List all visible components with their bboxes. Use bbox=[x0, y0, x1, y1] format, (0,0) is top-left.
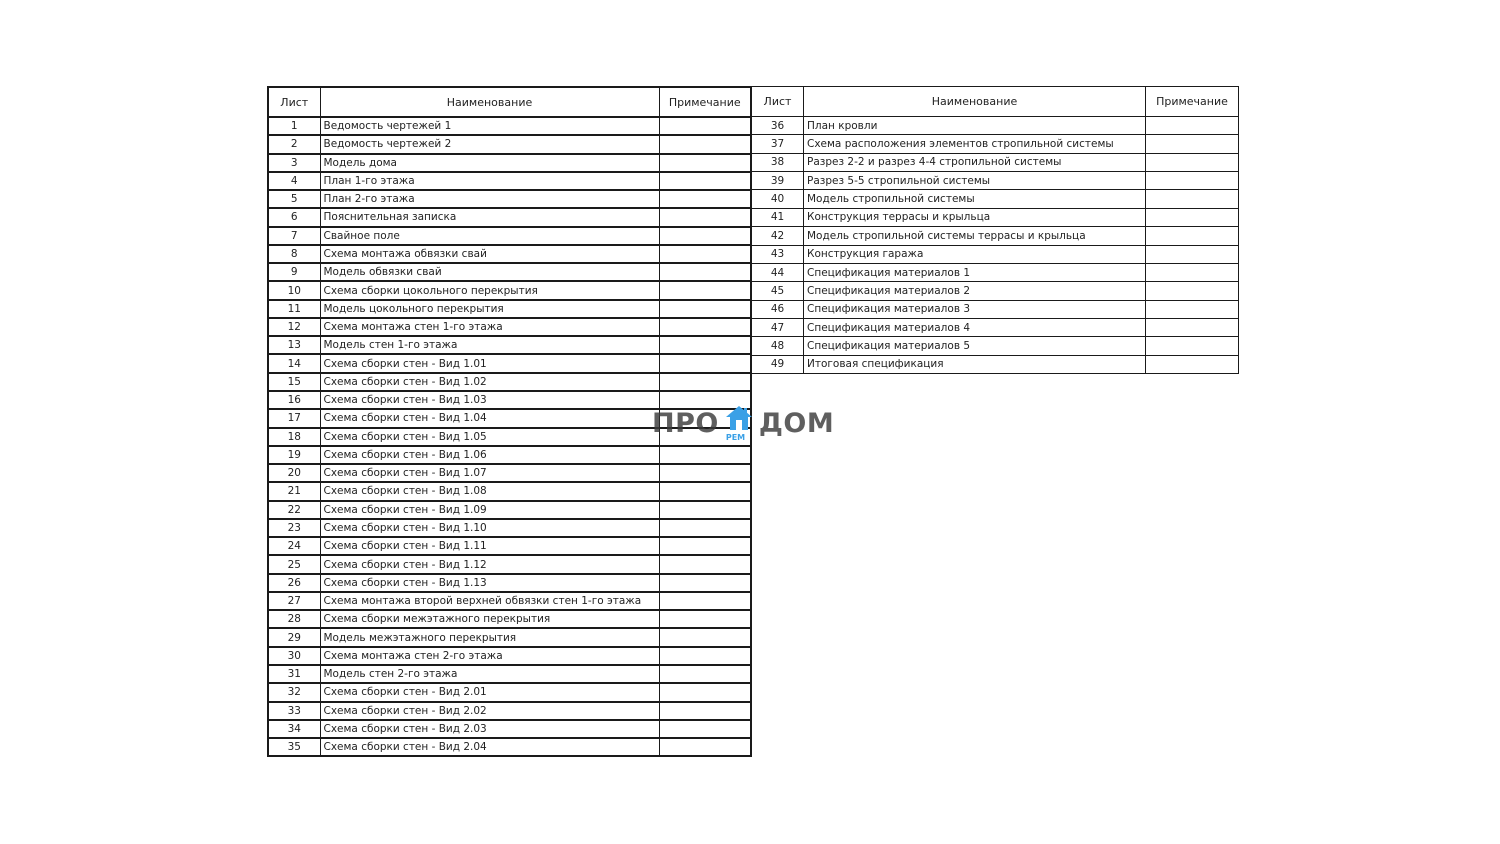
table-row bbox=[268, 555, 751, 573]
sheet-number: 7 bbox=[268, 227, 320, 245]
note-cell bbox=[659, 555, 751, 573]
note-cell bbox=[659, 318, 751, 336]
table-row bbox=[752, 337, 1239, 355]
table-row bbox=[268, 154, 751, 172]
note-cell bbox=[659, 537, 751, 555]
sheet-number: 38 bbox=[752, 153, 804, 171]
sheet-number: 40 bbox=[752, 190, 804, 208]
note-cell bbox=[659, 300, 751, 318]
sheet-number: 45 bbox=[752, 282, 804, 300]
drawing-name: Схема сборки стен - Вид 2.04 bbox=[320, 738, 659, 756]
note-cell bbox=[659, 647, 751, 665]
sheet-number: 14 bbox=[268, 354, 320, 372]
drawing-name: Схема монтажа стен 2-го этажа bbox=[320, 647, 659, 665]
table-row bbox=[268, 647, 751, 665]
drawing-name: Схема сборки стен - Вид 1.13 bbox=[320, 574, 659, 592]
sheet-number: 29 bbox=[268, 628, 320, 646]
note-cell bbox=[1146, 135, 1239, 153]
note-cell bbox=[1146, 153, 1239, 171]
drawing-name: Схема сборки стен - Вид 2.01 bbox=[320, 683, 659, 701]
drawing-name: Спецификация материалов 2 bbox=[804, 282, 1146, 300]
drawing-name: План 1-го этажа bbox=[320, 172, 659, 190]
note-cell bbox=[659, 482, 751, 500]
watermark-left-text: ПРО bbox=[652, 407, 719, 439]
note-cell bbox=[1146, 318, 1239, 336]
table-header-row bbox=[268, 87, 751, 117]
note-cell bbox=[1146, 245, 1239, 263]
table-body bbox=[752, 117, 1239, 374]
drawing-name: Модель стен 1-го этажа bbox=[320, 336, 659, 354]
sheet-number: 8 bbox=[268, 245, 320, 263]
sheet-number: 4 bbox=[268, 172, 320, 190]
note-cell bbox=[1146, 227, 1239, 245]
note-cell bbox=[1146, 190, 1239, 208]
sheet-number: 44 bbox=[752, 263, 804, 281]
sheet-number: 15 bbox=[268, 373, 320, 391]
table-row bbox=[752, 263, 1239, 281]
note-cell bbox=[1146, 282, 1239, 300]
table-header-row bbox=[752, 87, 1239, 117]
note-cell bbox=[659, 190, 751, 208]
note-cell bbox=[659, 227, 751, 245]
drawing-name: Свайное поле bbox=[320, 227, 659, 245]
sheet-number: 22 bbox=[268, 501, 320, 519]
sheet-number: 2 bbox=[268, 135, 320, 153]
table-row bbox=[268, 702, 751, 720]
table-row bbox=[268, 482, 751, 500]
drawing-name: Схема сборки стен - Вид 1.10 bbox=[320, 519, 659, 537]
note-cell bbox=[659, 172, 751, 190]
sheet-number: 9 bbox=[268, 263, 320, 281]
table-row bbox=[268, 227, 751, 245]
table-row bbox=[268, 592, 751, 610]
table-row bbox=[268, 665, 751, 683]
sheet-number: 46 bbox=[752, 300, 804, 318]
drawing-name: Схема сборки стен - Вид 2.02 bbox=[320, 702, 659, 720]
drawing-name: Модель стропильной системы bbox=[804, 190, 1146, 208]
drawing-name: Схема расположения элементов стропильной системы bbox=[804, 135, 1146, 153]
note-cell bbox=[659, 263, 751, 281]
header-note: Примечание bbox=[1146, 87, 1239, 117]
header-name: Наименование bbox=[804, 87, 1146, 117]
sheet-number: 28 bbox=[268, 610, 320, 628]
header-sheet: Лист bbox=[752, 87, 804, 117]
table-row bbox=[268, 537, 751, 555]
table-row bbox=[752, 190, 1239, 208]
sheet-number: 6 bbox=[268, 208, 320, 226]
note-cell bbox=[659, 135, 751, 153]
sheet-number: 17 bbox=[268, 409, 320, 427]
note-cell bbox=[659, 154, 751, 172]
drawing-name: Схема сборки стен - Вид 1.06 bbox=[320, 446, 659, 464]
note-cell bbox=[1146, 337, 1239, 355]
sheet-number: 37 bbox=[752, 135, 804, 153]
table-row bbox=[268, 574, 751, 592]
table-row bbox=[752, 135, 1239, 153]
sheet-number: 5 bbox=[268, 190, 320, 208]
note-cell bbox=[659, 519, 751, 537]
watermark-logo bbox=[652, 402, 852, 444]
sheet-number: 12 bbox=[268, 318, 320, 336]
note-cell bbox=[659, 117, 751, 135]
table-row bbox=[752, 318, 1239, 336]
table-row bbox=[268, 263, 751, 281]
table-row bbox=[268, 501, 751, 519]
table-row bbox=[268, 354, 751, 372]
sheet-number: 13 bbox=[268, 336, 320, 354]
note-cell bbox=[659, 208, 751, 226]
note-cell bbox=[659, 574, 751, 592]
drawing-name: Схема сборки стен - Вид 1.04 bbox=[320, 409, 659, 427]
drawing-name: Схема сборки стен - Вид 1.09 bbox=[320, 501, 659, 519]
note-cell bbox=[659, 501, 751, 519]
sheet-number: 47 bbox=[752, 318, 804, 336]
table-row bbox=[268, 318, 751, 336]
drawing-name: Спецификация материалов 1 bbox=[804, 263, 1146, 281]
drawing-name: Схема монтажа второй верхней обвязки стен 1-го этажа bbox=[320, 592, 659, 610]
note-cell bbox=[659, 446, 751, 464]
sheet-number: 34 bbox=[268, 720, 320, 738]
table-row bbox=[752, 117, 1239, 135]
drawing-name: Ведомость чертежей 2 bbox=[320, 135, 659, 153]
note-cell bbox=[659, 281, 751, 299]
drawing-name: Конструкция террасы и крыльца bbox=[804, 208, 1146, 226]
drawing-name: План 2-го этажа bbox=[320, 190, 659, 208]
sheet-number: 23 bbox=[268, 519, 320, 537]
drawing-name: Спецификация материалов 4 bbox=[804, 318, 1146, 336]
sheet-number: 26 bbox=[268, 574, 320, 592]
note-cell bbox=[659, 702, 751, 720]
drawing-name: Схема сборки стен - Вид 1.05 bbox=[320, 428, 659, 446]
note-cell bbox=[659, 683, 751, 701]
note-cell bbox=[1146, 172, 1239, 190]
note-cell bbox=[1146, 208, 1239, 226]
drawing-name: Конструкция гаража bbox=[804, 245, 1146, 263]
header-note: Примечание bbox=[659, 87, 751, 117]
note-cell bbox=[659, 720, 751, 738]
sheet-number: 49 bbox=[752, 355, 804, 373]
table-row bbox=[268, 628, 751, 646]
sheet-number: 24 bbox=[268, 537, 320, 555]
sheet-number: 48 bbox=[752, 337, 804, 355]
drawing-name: Схема монтажа стен 1-го этажа bbox=[320, 318, 659, 336]
table-row bbox=[268, 300, 751, 318]
table-row bbox=[752, 153, 1239, 171]
sheet-number: 19 bbox=[268, 446, 320, 464]
sheet-number: 27 bbox=[268, 592, 320, 610]
drawing-name: Схема сборки стен - Вид 1.07 bbox=[320, 464, 659, 482]
drawing-name: План кровли bbox=[804, 117, 1146, 135]
sheet-number: 41 bbox=[752, 208, 804, 226]
drawings-list-table-right bbox=[751, 86, 1239, 374]
note-cell bbox=[659, 592, 751, 610]
sheet-number: 25 bbox=[268, 555, 320, 573]
note-cell bbox=[659, 628, 751, 646]
note-cell bbox=[1146, 355, 1239, 373]
table-row bbox=[268, 720, 751, 738]
note-cell bbox=[659, 610, 751, 628]
sheet-number: 20 bbox=[268, 464, 320, 482]
header-sheet: Лист bbox=[268, 87, 320, 117]
table-row bbox=[268, 519, 751, 537]
drawing-name: Схема сборки цокольного перекрытия bbox=[320, 281, 659, 299]
sheet-number: 42 bbox=[752, 227, 804, 245]
drawing-name: Модель стропильной системы террасы и крыльца bbox=[804, 227, 1146, 245]
drawing-name: Схема сборки стен - Вид 1.12 bbox=[320, 555, 659, 573]
drawing-name: Модель стен 2-го этажа bbox=[320, 665, 659, 683]
drawing-name: Разрез 5-5 стропильной системы bbox=[804, 172, 1146, 190]
drawing-name: Схема сборки стен - Вид 1.11 bbox=[320, 537, 659, 555]
sheet-number: 11 bbox=[268, 300, 320, 318]
note-cell bbox=[1146, 117, 1239, 135]
table-row bbox=[268, 446, 751, 464]
drawing-name: Ведомость чертежей 1 bbox=[320, 117, 659, 135]
note-cell bbox=[659, 336, 751, 354]
table-row bbox=[268, 245, 751, 263]
sheet-number: 31 bbox=[268, 665, 320, 683]
watermark-sub-text: РЕМ bbox=[725, 433, 746, 442]
table-row bbox=[268, 172, 751, 190]
table-row bbox=[752, 282, 1239, 300]
sheet-number: 35 bbox=[268, 738, 320, 756]
sheet-number: 33 bbox=[268, 702, 320, 720]
sheet-number: 32 bbox=[268, 683, 320, 701]
drawing-name: Схема сборки межэтажного перекрытия bbox=[320, 610, 659, 628]
table-row bbox=[268, 610, 751, 628]
header-name: Наименование bbox=[320, 87, 659, 117]
table-row bbox=[268, 683, 751, 701]
table-row bbox=[752, 245, 1239, 263]
table-row bbox=[268, 464, 751, 482]
drawing-name: Схема сборки стен - Вид 1.01 bbox=[320, 354, 659, 372]
note-cell bbox=[1146, 300, 1239, 318]
sheet-number: 36 bbox=[752, 117, 804, 135]
note-cell bbox=[659, 373, 751, 391]
table-row bbox=[268, 135, 751, 153]
watermark-right-text: ДОМ bbox=[758, 407, 835, 439]
sheet-number: 1 bbox=[268, 117, 320, 135]
drawing-name: Модель дома bbox=[320, 154, 659, 172]
drawing-name: Схема монтажа обвязки свай bbox=[320, 245, 659, 263]
table-row bbox=[752, 208, 1239, 226]
drawing-name: Модель цокольного перекрытия bbox=[320, 300, 659, 318]
drawing-name: Пояснительная записка bbox=[320, 208, 659, 226]
drawing-name: Спецификация материалов 5 bbox=[804, 337, 1146, 355]
table-row bbox=[752, 172, 1239, 190]
sheet-number: 18 bbox=[268, 428, 320, 446]
table-row bbox=[268, 281, 751, 299]
table-row bbox=[268, 336, 751, 354]
drawing-name: Разрез 2-2 и разрез 4-4 стропильной системы bbox=[804, 153, 1146, 171]
drawing-name: Модель обвязки свай bbox=[320, 263, 659, 281]
table-row bbox=[268, 190, 751, 208]
sheet-number: 21 bbox=[268, 482, 320, 500]
drawing-name: Схема сборки стен - Вид 2.03 bbox=[320, 720, 659, 738]
table-row bbox=[268, 208, 751, 226]
table-row bbox=[268, 117, 751, 135]
sheet-number: 3 bbox=[268, 154, 320, 172]
table-row bbox=[752, 227, 1239, 245]
table-row bbox=[268, 738, 751, 756]
note-cell bbox=[659, 464, 751, 482]
note-cell bbox=[659, 738, 751, 756]
note-cell bbox=[659, 354, 751, 372]
note-cell bbox=[659, 245, 751, 263]
note-cell bbox=[659, 665, 751, 683]
sheet-number: 16 bbox=[268, 391, 320, 409]
sheet-number: 10 bbox=[268, 281, 320, 299]
table-row bbox=[752, 355, 1239, 373]
house-icon bbox=[725, 404, 753, 442]
note-cell bbox=[1146, 263, 1239, 281]
drawing-name: Модель межэтажного перекрытия bbox=[320, 628, 659, 646]
drawing-name: Схема сборки стен - Вид 1.08 bbox=[320, 482, 659, 500]
drawing-name: Схема сборки стен - Вид 1.02 bbox=[320, 373, 659, 391]
drawing-name: Схема сборки стен - Вид 1.03 bbox=[320, 391, 659, 409]
drawing-name: Итоговая спецификация bbox=[804, 355, 1146, 373]
sheet-number: 43 bbox=[752, 245, 804, 263]
drawing-name: Спецификация материалов 3 bbox=[804, 300, 1146, 318]
sheet-number: 39 bbox=[752, 172, 804, 190]
sheet-number: 30 bbox=[268, 647, 320, 665]
table-row bbox=[268, 373, 751, 391]
table-row bbox=[752, 300, 1239, 318]
